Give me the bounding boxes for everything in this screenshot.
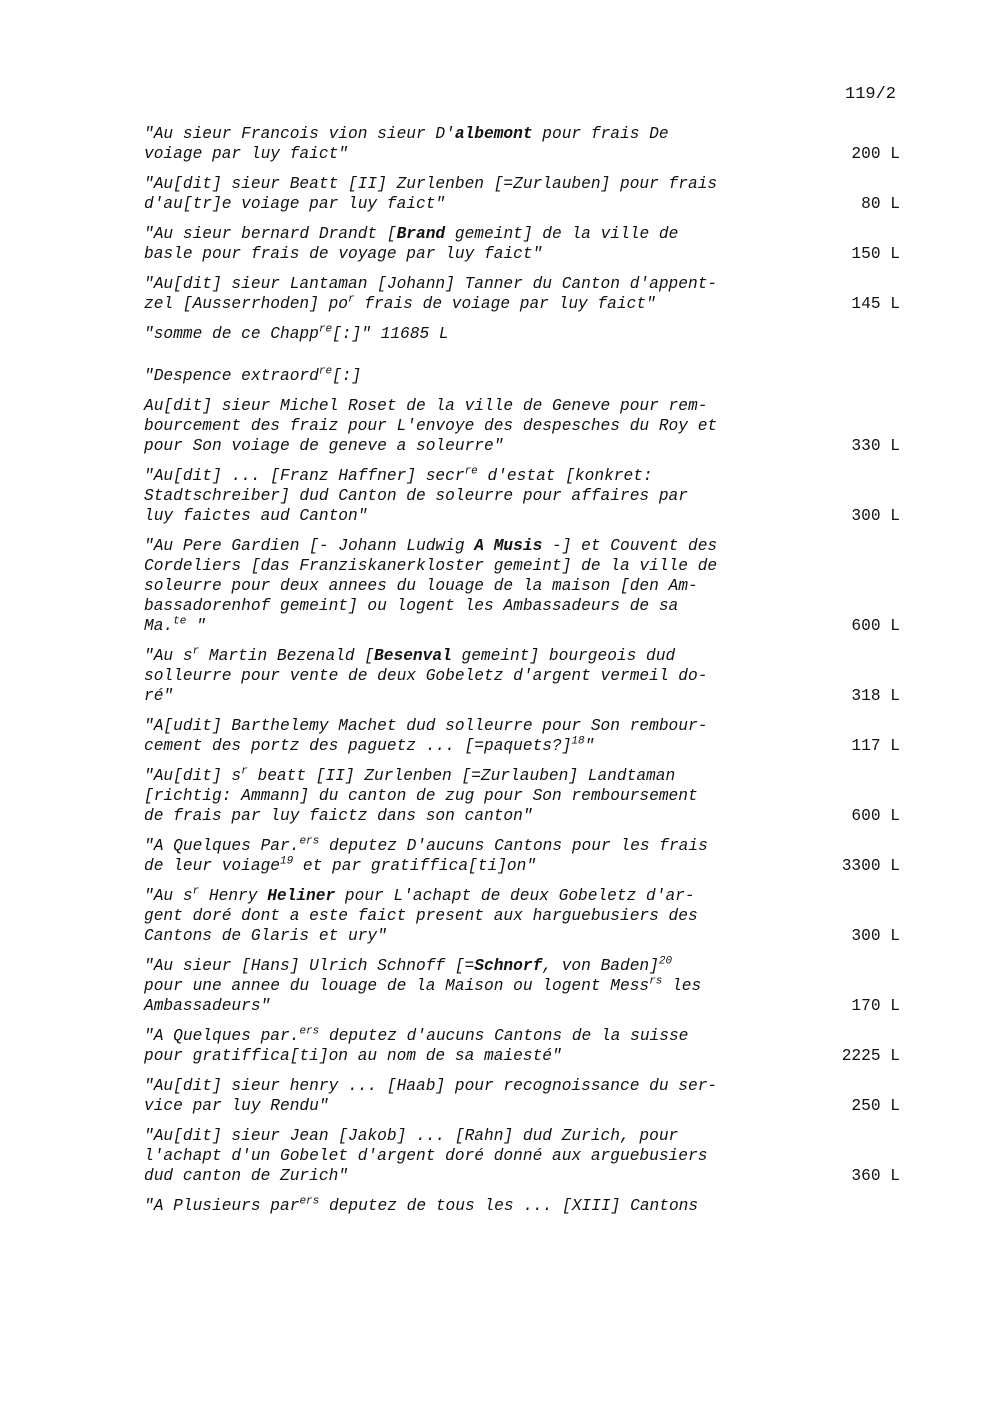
entry-text: [144, 766, 804, 826]
ledger-entry: [144, 1026, 904, 1066]
entry-amount: 150 L: [851, 245, 900, 263]
ledger-entry: [144, 536, 904, 636]
entry-text: [144, 274, 804, 314]
entry-text: [144, 716, 804, 756]
entry-name-emphasis: Brand: [396, 225, 446, 243]
entry-text-segment: Au[dit] sieur Michel Roset de la ville de Geneve pour rem- bourcement des fraiz pour L'envoye des despesches du Roy et pour Son voiage de geneve a soleurre": [144, 397, 718, 455]
entry-text: [144, 466, 804, 526]
entry-superscript: re: [318, 323, 333, 336]
ledger-entry: [144, 224, 904, 264]
entry-name-emphasis: A Musis: [474, 537, 543, 555]
entry-superscript: 20: [658, 955, 673, 968]
entry-text: [144, 124, 804, 164]
entry-text-segment: , von Baden]: [542, 957, 659, 975]
entry-text-segment: pour une annee du louage de la Maison ou logent Mess: [144, 977, 650, 995]
ledger-entry: [144, 466, 904, 526]
entry-text-segment: "A Quelques Par.: [144, 837, 300, 855]
entry-name-emphasis: Heliner: [267, 887, 336, 905]
entry-amount: 3300 L: [841, 857, 900, 875]
entry-superscript: 18: [571, 735, 585, 748]
entry-text-segment: "A Quelques par.: [144, 1027, 300, 1045]
entry-text-segment: Henry: [199, 887, 268, 905]
entry-superscript: ers: [299, 835, 320, 848]
entry-text-segment: deputez D'aucuns Cantons pour les frais de leur voiage: [144, 837, 708, 875]
entry-superscript: r: [241, 765, 248, 778]
entry-amount: 80 L: [861, 195, 900, 213]
entry-text-segment: "Au[dit] sieur Beatt [II] Zurlenben [=Zurlauben] pour frais d'au[tr]e voiage par luy faict": [144, 175, 718, 213]
page-number: 119/2: [845, 85, 897, 104]
entry-superscript: re: [464, 465, 478, 478]
entry-amount: 600 L: [851, 807, 900, 825]
entry-amount: 250 L: [851, 1097, 900, 1115]
entry-text-segment: [:]" 11685 L: [332, 325, 449, 343]
entry-amount: 318 L: [851, 687, 900, 705]
entry-text-segment: gemeint] de la ville de basle pour frais de voyage par luy faict": [144, 225, 679, 263]
entry-amount: 300 L: [851, 507, 900, 525]
entry-text-segment: "A[udit] Barthelemy Machet dud solleurre pour Son rembour- cement des portz des paguetz ... [=paquets?]: [144, 717, 708, 755]
ledger-entry: [144, 1126, 904, 1186]
entry-text-segment: "Despence extraord: [144, 367, 319, 385]
entry-text-segment: d'estat [konkret: Stadtschreiber] dud Canton de soleurre pour affaires par luy faictes aud Canton": [144, 467, 688, 525]
entry-text-segment: Martin Bezenald [: [199, 647, 375, 665]
entry-text-segment: deputez d'aucuns Cantons de la suisse pour gratiffica[ti]on au nom de sa maiesté": [144, 1027, 689, 1065]
entry-superscript: r: [192, 885, 200, 898]
ledger-entry: [144, 396, 904, 456]
entry-text: [144, 1076, 804, 1116]
entry-text-segment: beatt [II] Zurlenben [=Zurlauben] Landtaman [richtig: Ammann] du canton de zug pour Son remboursement de frais par luy faictz dans son canton": [144, 767, 698, 825]
entry-text-segment: deputez de tous les ... [XIII] Cantons: [319, 1197, 699, 1215]
entry-amount: 200 L: [851, 145, 900, 163]
entry-text-segment: [:]: [332, 367, 362, 385]
entry-text: [144, 536, 804, 636]
entry-superscript: r: [348, 293, 355, 306]
entry-text: [144, 1126, 804, 1186]
entry-amount: 145 L: [851, 295, 900, 313]
ledger-entry: [144, 124, 904, 164]
entry-superscript: ers: [299, 1195, 320, 1208]
entry-text-segment: "Au Pere Gardien [- Johann Ludwig: [144, 537, 475, 555]
ledger-entries: [144, 124, 904, 1226]
entry-text: [144, 396, 804, 456]
ledger-entry: [144, 1196, 904, 1216]
entry-superscript: r: [192, 645, 200, 658]
entry-name-emphasis: albemont: [454, 125, 533, 143]
entry-text-segment: "Au[dit] sieur henry ... [Haab] pour recognoissance du ser- vice par luy Rendu": [144, 1077, 718, 1115]
entry-text-segment: "Au sieur [Hans] Ulrich Schnoff [=: [144, 957, 475, 975]
entry-text-segment: et par gratiffica[ti]on": [293, 857, 537, 875]
entry-superscript: rs: [649, 975, 663, 988]
entry-text-segment: les Ambassadeurs": [144, 977, 702, 1015]
ledger-entry: [144, 956, 904, 1016]
ledger-entry: [144, 366, 904, 386]
entry-text-segment: -] et Couvent des Cordeliers [das Franziskanerkloster gemeint] de la ville de soleurre pour deux annees du louage de la maison [den Am- bassadorenhof gemeint] ou logent les Ambassadeurs de sa Ma.: [144, 537, 718, 635]
entry-superscript: te: [173, 615, 187, 628]
entry-text-segment: frais de voiage par luy faict": [354, 295, 656, 313]
entry-amount: 600 L: [851, 617, 900, 635]
entry-text: [144, 324, 804, 344]
entry-text-segment: "Au s: [144, 887, 193, 905]
entry-amount: 360 L: [851, 1167, 900, 1185]
entry-text: [144, 1196, 804, 1216]
entry-amount: 117 L: [851, 737, 900, 755]
entry-text: [144, 174, 804, 214]
entry-amount: 300 L: [851, 927, 900, 945]
entry-text-segment: "Au[dit] s: [144, 767, 242, 785]
ledger-entry: [144, 174, 904, 214]
entry-text-segment: "Au s: [144, 647, 193, 665]
entry-text: [144, 1026, 804, 1066]
entry-text: [144, 956, 804, 1016]
ledger-entry: [144, 716, 904, 756]
entry-superscript: 19: [280, 855, 294, 868]
entry-text-segment: "Au sieur bernard Drandt [: [144, 225, 397, 243]
entry-text-segment: pour L'achapt de deux Gobeletz d'ar- gent doré dont a este faict present aux harguebusiers des Cantons de Glaris et ury": [144, 887, 698, 945]
entry-amount: 170 L: [851, 997, 900, 1015]
entry-amount: 330 L: [851, 437, 900, 455]
entry-text-segment: pour frais De voiage par luy faict": [144, 125, 669, 163]
entry-text-segment: "Au[dit] ... [Franz Haffner] secr: [144, 467, 465, 485]
entry-text: [144, 836, 804, 876]
entry-text: [144, 886, 804, 946]
entry-text-segment: "Au[dit] sieur Lantaman [Johann] Tanner du Canton d'appent- zel [Ausserrhoden] po: [144, 275, 718, 313]
entry-text-segment: gemeint] bourgeois dud solleurre pour vente de deux Gobeletz d'argent vermeil do- ré": [144, 647, 708, 705]
entry-name-emphasis: Schnorf: [474, 957, 543, 975]
entry-text-segment: "Au sieur Francois vion sieur D': [144, 125, 455, 143]
entry-text-segment: "Au[dit] sieur Jean [Jakob] ... [Rahn] dud Zurich, pour l'achapt d'un Gobelet d'argent doré donné aux arguebusiers dud canton de Zurich": [144, 1127, 708, 1185]
entry-text-segment: "somme de ce Chapp: [144, 325, 319, 343]
entry-text: [144, 646, 804, 706]
entry-text: [144, 366, 804, 386]
entry-superscript: re: [318, 365, 333, 378]
entry-superscript: ers: [299, 1025, 320, 1038]
ledger-entry: [144, 324, 904, 344]
entry-name-emphasis: Besenval: [374, 647, 452, 665]
entry-text-segment: ": [186, 617, 206, 635]
entry-text: [144, 224, 804, 264]
ledger-entry: [144, 1076, 904, 1116]
ledger-entry: [144, 646, 904, 706]
ledger-entry: [144, 766, 904, 826]
entry-amount: 2225 L: [841, 1047, 900, 1065]
entry-text-segment: "A Plusieurs par: [144, 1197, 300, 1215]
entry-text-segment: ": [584, 737, 595, 755]
ledger-entry: [144, 274, 904, 314]
ledger-entry: [144, 886, 904, 946]
ledger-entry: [144, 836, 904, 876]
